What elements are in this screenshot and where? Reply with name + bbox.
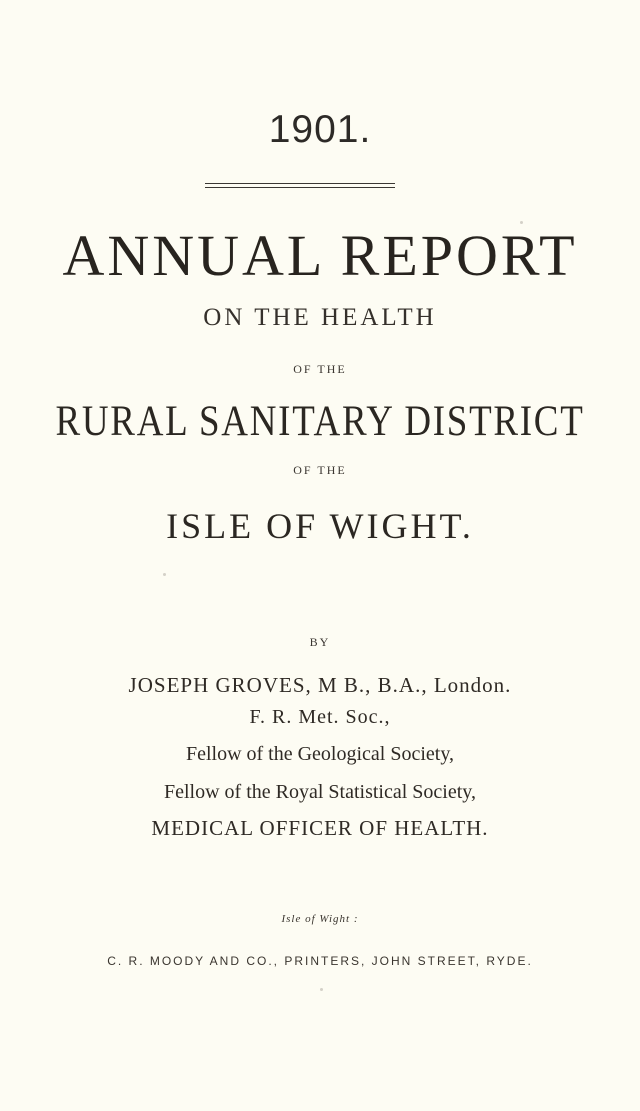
decorative-rule-bottom [205,187,395,188]
printer-line: C. R. MOODY AND CO., PRINTERS, JOHN STREET, RYDE. [107,954,533,968]
paper-speck [520,221,523,224]
paper-speck [163,573,166,576]
author-name: JOSEPH GROVES, M B., B.A., London. [128,673,512,697]
author-credential: Fellow of the Geological Society, [185,743,455,765]
connector-text: OF THE [293,362,347,376]
by-label: BY [309,635,331,649]
district-title: RURAL SANITARY DISTRICT [55,398,585,445]
place-title: ISLE OF WIGHT. [166,506,474,546]
author-credential: F. R. Met. Soc., [249,706,391,728]
report-subtitle: ON THE HEALTH [203,304,437,331]
author-credential: Fellow of the Royal Statistical Society, [164,781,476,803]
author-role: MEDICAL OFFICER OF HEALTH. [151,816,489,840]
paper-speck [320,988,323,991]
report-year: 1901. [268,108,372,151]
connector-text: OF THE [293,463,347,477]
decorative-rule-top [205,183,395,184]
report-title: ANNUAL REPORT [62,223,578,288]
publisher-place: Isle of Wight : [281,913,359,925]
